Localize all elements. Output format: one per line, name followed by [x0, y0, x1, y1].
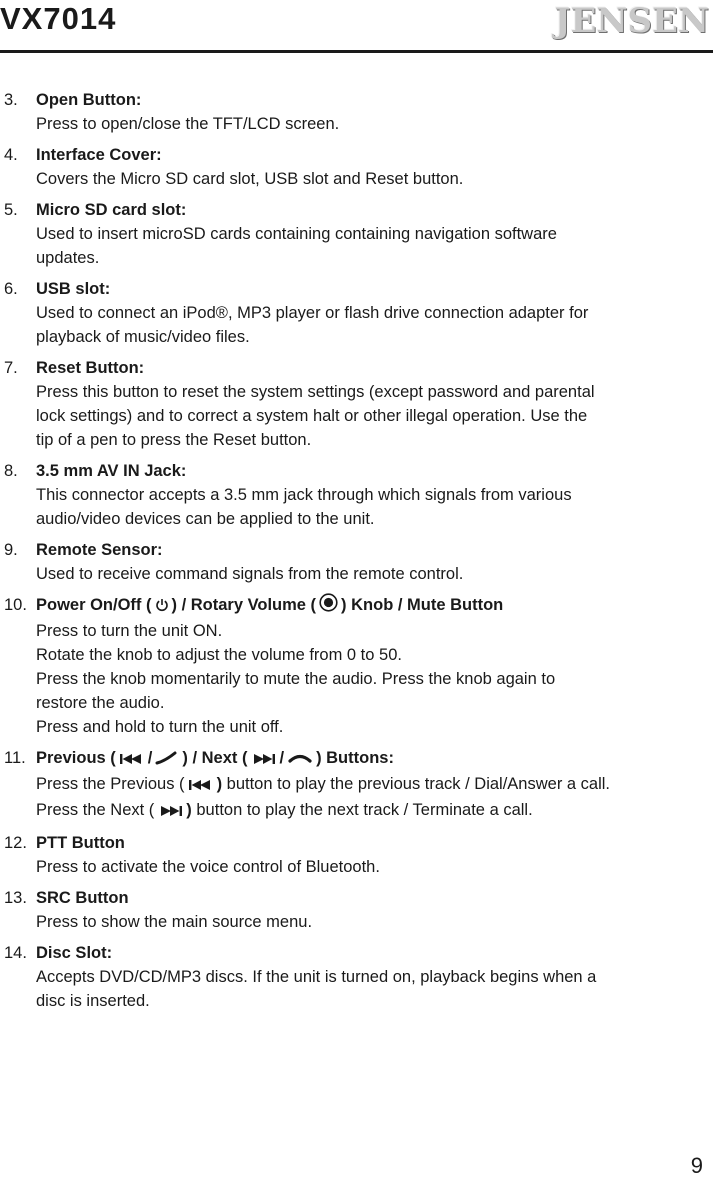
item-text: updates.: [36, 249, 100, 267]
item-number: 8.: [4, 462, 18, 480]
title-part: ) Buttons:: [316, 749, 394, 767]
item-number: 7.: [4, 359, 18, 377]
item-number: 4.: [4, 146, 18, 164]
item-number: 5.: [4, 201, 18, 219]
item-title: [36, 593, 705, 619]
list-item: [0, 886, 713, 934]
list-item: [0, 459, 713, 531]
previous-track-icon: [188, 774, 214, 798]
item-title: Disc Slot:: [36, 944, 113, 962]
item-text: Press and hold to turn the unit off.: [36, 718, 284, 736]
title-part: /: [279, 749, 285, 767]
phone-hangup-icon: [287, 748, 313, 772]
item-number: 12.: [4, 834, 27, 852]
item-number: 6.: [4, 280, 18, 298]
list-item: [0, 538, 713, 586]
item-title: Open Button:: [36, 91, 142, 109]
list-item: [0, 831, 713, 879]
item-title: Micro SD card slot:: [36, 201, 187, 219]
item-text: Covers the Micro SD card slot, USB slot and Reset button.: [36, 170, 464, 188]
item-text: playback of music/video files.: [36, 328, 250, 346]
item-title: 3.5 mm AV IN Jack:: [36, 462, 187, 480]
title-part: ) / Rotary Volume (: [171, 596, 317, 614]
item-text: Accepts DVD/CD/MP3 discs. If the unit is turned on, playback begins when a: [36, 968, 597, 986]
item-text: Used to connect an iPod®, MP3 player or flash drive connection adapter for: [36, 304, 589, 322]
item-text: Press to turn the unit ON.: [36, 622, 223, 640]
item-number: 14.: [4, 944, 27, 962]
page-header: [0, 0, 713, 56]
title-part: ) Knob / Mute Button: [341, 596, 504, 614]
model-title: VX7014: [0, 1, 117, 36]
list-item: [0, 356, 713, 452]
item-title: USB slot:: [36, 280, 111, 298]
item-number: 11.: [4, 749, 26, 767]
item-title: PTT Button: [36, 834, 125, 852]
list-item: [0, 941, 713, 1013]
list-item: [0, 746, 713, 824]
item-text: audio/video devices can be applied to the unit.: [36, 510, 375, 528]
item-text: Rotate the knob to adjust the volume from 0 to 50.: [36, 646, 402, 664]
item-text: disc is inserted.: [36, 992, 150, 1010]
item-text: tip of a pen to press the Reset button.: [36, 431, 312, 449]
previous-track-icon: [119, 748, 145, 772]
item-text: Press the knob momentarily to mute the audio. Press the knob again to: [36, 670, 556, 688]
page-number: 9: [690, 1153, 703, 1178]
power-icon: [155, 595, 169, 619]
item-text: Used to receive command signals from the remote control.: [36, 565, 464, 583]
item-title: SRC Button: [36, 889, 129, 907]
list-item: [0, 198, 713, 270]
title-part: ) / Next (: [182, 749, 248, 767]
title-part: /: [147, 749, 153, 767]
list-item: [0, 593, 713, 739]
list-item: [0, 88, 713, 136]
item-text: Press this button to reset the system settings (except password and parental: [36, 383, 595, 401]
volume-knob-icon: [319, 593, 338, 619]
brand-logo: JENSEN: [554, 1, 709, 41]
item-title: Remote Sensor:: [36, 541, 163, 559]
item-title: Reset Button:: [36, 359, 145, 377]
item-text: restore the audio.: [36, 694, 165, 712]
item-text: Press to show the main source menu.: [36, 913, 313, 931]
item-title: [36, 746, 705, 772]
item-text: lock settings) and to correct a system halt or other illegal operation. Use the: [36, 407, 588, 425]
next-track-icon: [157, 800, 183, 824]
item-number: 13.: [4, 889, 27, 907]
item-number: 3.: [4, 91, 18, 109]
feature-list: [0, 88, 713, 1020]
item-number: 10.: [4, 596, 27, 614]
header-rule: [0, 50, 713, 53]
item-text: This connector accepts a 3.5 mm jack through which signals from various: [36, 486, 572, 504]
title-part: Previous (: [36, 749, 116, 767]
item-title: Interface Cover:: [36, 146, 162, 164]
item-number: 9.: [4, 541, 18, 559]
item-text: Press to activate the voice control of Bluetooth.: [36, 858, 380, 876]
item-text: Used to insert microSD cards containing containing navigation software: [36, 225, 557, 243]
list-item: [0, 143, 713, 191]
title-part: Power On/Off (: [36, 596, 152, 614]
phone-answer-icon: [155, 748, 179, 772]
item-text: Press to open/close the TFT/LCD screen.: [36, 115, 340, 133]
item-text: Press the Next ( ) button to play the next track / Terminate a call.: [36, 798, 705, 824]
list-item: [0, 277, 713, 349]
item-text: Press the Previous ( ) button to play the previous track / Dial/Answer a call.: [36, 772, 705, 798]
next-track-icon: [250, 748, 276, 772]
